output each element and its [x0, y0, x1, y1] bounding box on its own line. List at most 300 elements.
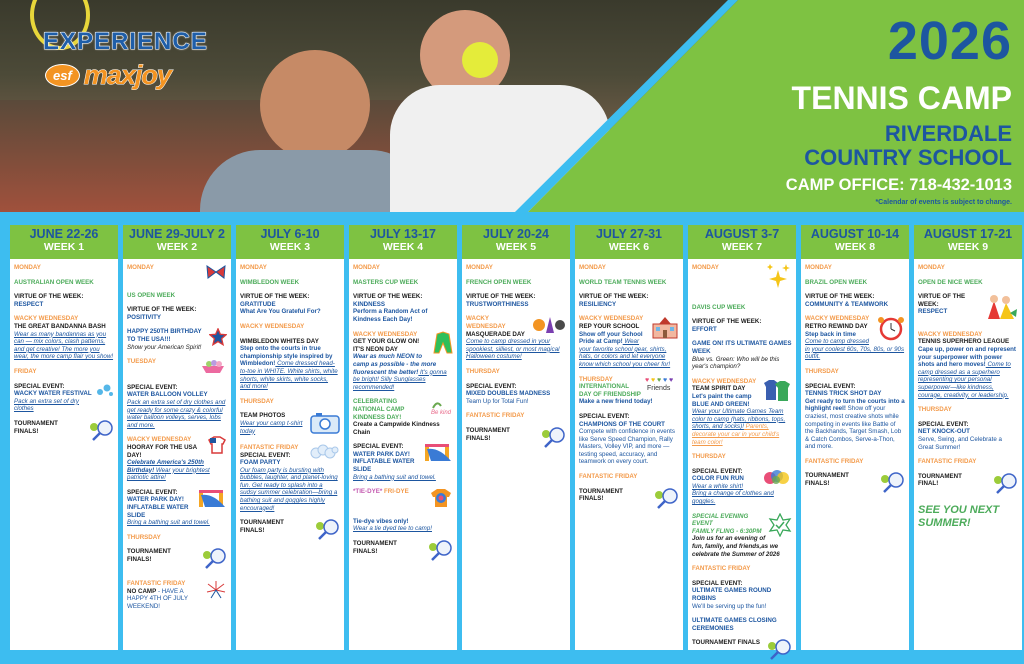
week-dates: JULY 6-10	[260, 227, 320, 241]
event-title: VIRTUE OF THE WEEK:	[918, 293, 966, 308]
event-title: MASQUERADE DAY	[466, 330, 525, 338]
event-block	[14, 420, 114, 445]
event-block	[240, 323, 340, 331]
event-text: Come to camp dressed in your coolest 60s, 70s, 80s, or 90s outfit.	[805, 338, 905, 361]
event-block	[240, 412, 340, 437]
event-text: MIXED DOUBLES MADNESS	[466, 390, 551, 398]
event-block	[692, 565, 792, 573]
week-number: WEEK 8	[834, 241, 876, 253]
event-text: WATER PARK DAY!	[353, 450, 410, 458]
event-text: INFLATABLE WATER SLIDE	[353, 458, 415, 474]
event-title: SPECIAL EVENT:	[692, 467, 743, 475]
event-block	[353, 518, 453, 533]
event-text: FAMILY FLING - 6:30PM	[692, 527, 762, 535]
day-label: FANTASTIC FRIDAY	[692, 565, 751, 573]
event-block	[127, 436, 227, 482]
day-label: FRIDAY	[14, 367, 37, 375]
event-line	[918, 264, 1018, 272]
event-title: SPECIAL EVENT:	[127, 383, 178, 391]
color-powder-icon	[760, 468, 792, 489]
event-line	[692, 453, 792, 461]
event-title: WIMBLEDON WHITES DAY	[240, 337, 319, 345]
fireworks-icon	[205, 580, 227, 603]
event-title: Create a Campwide Kindness Chain	[353, 421, 440, 436]
day-label: WACKY WEDNESDAY	[466, 315, 506, 330]
event-line	[240, 398, 340, 406]
week-header	[575, 225, 683, 259]
event-text: SEE YOU NEXT SUMMER!	[918, 504, 1000, 530]
event-block	[14, 315, 114, 361]
week-header	[236, 225, 344, 259]
event-title: RETRO REWIND DAY	[805, 322, 868, 330]
event-text: Step onto the courts in true championship style inspired by Wimbledon!	[240, 345, 333, 368]
event-text: ULTIMATE GAMES ROUND ROBINS	[692, 587, 772, 602]
day-label: MONDAY	[692, 264, 719, 271]
event-text: Come to camp dressed as a superhero representing your personal superpower—like kindness, courage, creativity, or leadership.	[918, 361, 1011, 399]
water-splash-icon	[94, 383, 114, 400]
event-block	[918, 473, 1018, 498]
event-line	[918, 406, 1018, 414]
event-block	[692, 264, 792, 297]
week-header	[123, 225, 231, 259]
day-label: FANTASTIC FRIDAY	[579, 473, 638, 481]
event-line	[579, 279, 679, 287]
event-text: Show your American Spirit!	[127, 343, 202, 351]
event-line	[14, 323, 114, 331]
day-label: WACKY WEDNESDAY	[692, 377, 757, 385]
week-header	[914, 225, 1022, 259]
event-block	[805, 315, 905, 361]
logo-maxjoy: maxjoy	[83, 60, 171, 90]
event-line	[240, 308, 340, 316]
week-events	[914, 259, 1022, 530]
event-block	[14, 368, 114, 376]
day-label: WACKY WEDNESDAY	[918, 330, 983, 338]
event-text: Pack an extra set of dry clothes	[14, 397, 79, 413]
event-line	[579, 293, 679, 301]
theme-label: INTERNATIONAL DAY OF FRIENDSHIP	[579, 383, 641, 398]
event-line	[353, 301, 453, 309]
event-block	[240, 279, 340, 287]
event-text: NET KNOCK-OUT	[918, 428, 970, 436]
event-text: Our foam party is bursting with bubbles, laughter, and planet-loving fun. Get ready to splash into a sudsy summer celebration—bring a bathing suit and goggles highly encouraged!	[240, 466, 338, 512]
day-label: MONDAY	[240, 264, 267, 271]
event-title: TOURNAMENT	[14, 419, 58, 427]
day-label: FANTASTIC FRIDAY	[240, 443, 299, 451]
week-column	[349, 225, 457, 650]
event-text: Wear as much NEON to camp as possible - the more fluorescent the better!	[353, 353, 437, 376]
event-block	[918, 406, 1018, 414]
neon-jacket-icon	[433, 331, 453, 360]
svg-text:♥: ♥	[651, 376, 656, 384]
event-block	[240, 338, 340, 391]
week-number: WEEK 4	[382, 241, 424, 253]
event-block	[353, 264, 453, 272]
water-slide-icon	[197, 489, 227, 512]
week-dates: AUGUST 10-14	[810, 227, 900, 241]
event-text: GRATITUDE	[240, 300, 276, 308]
day-label: FANTASTIC FRIDAY	[805, 457, 864, 465]
event-text: Wear a tie dyed tee to camp!	[353, 525, 432, 533]
theme-label: AUSTRALIAN OPEN WEEK	[14, 278, 94, 286]
event-line	[127, 292, 227, 300]
event-title: TOURNAMENT	[805, 472, 849, 480]
be-kind-icon	[429, 398, 453, 419]
week-events	[236, 259, 344, 544]
event-line	[14, 331, 114, 361]
event-block	[127, 264, 227, 285]
event-text: EFFORT	[692, 325, 717, 333]
day-label: WACKY WEDNESDAY	[127, 436, 192, 444]
day-label: WACKY WEDNESDAY	[353, 330, 418, 338]
event-title: SPECIAL EVENT:	[240, 451, 291, 459]
event-text: Bring a bathing suit and towel.	[353, 473, 436, 481]
event-block	[692, 468, 792, 506]
tie-dye-shirt-icon	[429, 488, 453, 511]
event-block	[127, 358, 227, 377]
event-line	[466, 279, 566, 287]
event-text: Show off your craziest, most creative shots while competing in events like Battle of the Backhands, Target Smash, Lob & Catch Combos, Serve-a-Thon, and more.	[805, 405, 902, 451]
event-line	[579, 421, 679, 429]
event-block	[466, 279, 566, 287]
week-header	[688, 225, 796, 259]
event-line	[240, 345, 340, 391]
theme-label: FRENCH OPEN WEEK	[466, 278, 532, 286]
event-text: COMMUNITY & TEAMWORK	[805, 300, 889, 308]
event-line	[579, 398, 679, 406]
tennis-racket-icon	[653, 488, 679, 513]
week-dates: JULY 13-17	[369, 227, 437, 241]
logo-brand	[45, 60, 171, 91]
event-block	[353, 540, 453, 565]
event-line	[127, 391, 227, 399]
tennis-racket-icon	[992, 473, 1018, 498]
theme-label: DAVIS CUP WEEK	[692, 303, 746, 311]
tennis-racket-icon	[88, 420, 114, 445]
event-line	[918, 338, 1018, 346]
event-line	[127, 459, 227, 482]
team-shirts-icon	[762, 378, 792, 405]
event-line	[14, 293, 114, 301]
week-events	[688, 259, 796, 664]
event-title: SPECIAL EVENT:	[127, 488, 178, 496]
event-text: POSITIVITY	[127, 313, 162, 321]
event-title: SPECIAL EVENT:	[579, 412, 630, 420]
event-line	[127, 384, 227, 392]
event-line	[127, 399, 227, 429]
day-label: MONDAY	[805, 264, 832, 271]
event-title: VIRTUE OF THE WEEK:	[579, 293, 649, 301]
tennis-racket-icon	[766, 639, 792, 664]
event-line	[240, 301, 340, 309]
day-label: FANTASTIC FRIDAY	[466, 412, 525, 420]
day-label: WACKY WEDNESDAY	[240, 322, 305, 330]
event-block	[127, 328, 227, 351]
event-title: FINALS!	[14, 427, 39, 435]
day-label: TUESDAY	[127, 358, 156, 366]
event-block	[579, 264, 679, 272]
event-line	[466, 301, 566, 309]
schedule-disclaimer: *Calendar of events is subject to change.	[875, 199, 1012, 206]
week-column	[688, 225, 796, 650]
week-dates: AUGUST 17-21	[923, 227, 1013, 241]
event-text: RESILIENCY	[579, 300, 617, 308]
event-text: Serve, Swing, and Celebrate a Great Summer!	[918, 435, 1002, 451]
event-line	[466, 398, 566, 406]
event-title: TOURNAMENT	[127, 548, 171, 556]
event-block	[805, 458, 905, 466]
tennis-racket-icon	[879, 472, 905, 497]
event-text: Make a new friend today!	[579, 398, 653, 406]
event-title: TOURNAMENT	[240, 519, 284, 527]
event-line	[466, 412, 566, 420]
event-title: FINALS!	[353, 547, 378, 555]
day-label: THURSDAY	[918, 406, 952, 414]
event-text: Join us for an evening of fun, family, and friends,as we celebrate the Summer of 2026	[692, 535, 780, 558]
event-title: VIRTUE OF THE WEEK:	[466, 293, 536, 301]
week-column	[914, 225, 1022, 650]
event-block	[127, 384, 227, 430]
event-text: Tie-dye vibes only!	[353, 517, 409, 525]
tennis-racket-icon	[201, 548, 227, 573]
week-events	[349, 259, 457, 565]
event-block	[353, 279, 453, 287]
event-text: Wear as many bandannas as you can — mix colors, clash patterns, and get creative! The more you wear, the more camp flair you show!	[14, 330, 114, 361]
event-title: FINAL!	[918, 480, 939, 488]
event-text: It's gonna be bright! Silly Sunglasses recommended!	[353, 368, 447, 391]
event-line	[918, 421, 1018, 429]
event-title: VIRTUE OF THE WEEK:	[240, 293, 310, 301]
event-line	[353, 293, 453, 301]
event-title: SPECIAL EVENT:	[353, 443, 404, 451]
event-text: ULTIMATE GAMES CLOSING CEREMONIES	[692, 617, 777, 632]
event-block	[466, 368, 566, 376]
event-line	[466, 338, 566, 361]
day-label: THURSDAY	[127, 533, 161, 541]
event-block	[579, 488, 679, 513]
theme-label: WIMBLEDON WEEK	[240, 278, 300, 286]
event-line	[692, 356, 792, 371]
event-block	[579, 315, 679, 368]
svg-text:♥: ♥	[645, 376, 650, 384]
event-block	[805, 472, 905, 497]
event-block	[692, 378, 792, 446]
event-block	[240, 264, 340, 272]
theme-label: WORLD TEAM TENNIS WEEK	[579, 278, 667, 286]
event-block	[466, 264, 566, 272]
event-block	[692, 580, 792, 610]
day-label: MONDAY	[353, 264, 380, 271]
event-line	[579, 413, 679, 421]
school-icon	[651, 315, 679, 342]
tennis-racket-icon	[314, 519, 340, 544]
event-text: - HAVE A HAPPY 4TH OF JULY WEEKEND!	[127, 587, 188, 610]
event-line	[353, 308, 453, 323]
event-line	[805, 398, 905, 451]
svg-text:Be kind: Be kind	[431, 410, 452, 417]
event-text: Parents, decorate your car in your child's team color!	[692, 423, 780, 446]
event-line	[353, 279, 453, 287]
event-text: We'll be serving up the fun!	[692, 602, 767, 610]
week-column	[462, 225, 570, 650]
event-block	[805, 264, 905, 272]
costumes-icon	[532, 315, 566, 338]
event-block	[353, 488, 453, 511]
superheroes-icon	[984, 293, 1018, 324]
event-title: FINALS!	[127, 556, 152, 564]
day-label: WACKY WEDNESDAY	[579, 315, 644, 323]
event-block	[918, 458, 1018, 466]
event-title: VIRTUE OF THE WEEK:	[692, 318, 762, 326]
event-block	[127, 292, 227, 300]
day-label: FRI-DYE	[382, 488, 409, 496]
event-block	[918, 293, 1018, 324]
event-block	[466, 315, 566, 361]
event-line	[466, 368, 566, 376]
event-text: Let's paint the camp BLUE AND GREEN!	[692, 392, 752, 408]
event-title: TEAM SPIRIT DAY	[692, 385, 746, 393]
camp-title: TENNIS CAMP	[791, 80, 1012, 116]
event-title: TOURNAMENT	[466, 426, 510, 434]
event-line	[805, 383, 905, 391]
balloons-icon	[199, 358, 227, 377]
school-line-2: COUNTRY SCHOOL	[804, 145, 1012, 170]
event-title: TOURNAMENT FINALS	[692, 639, 760, 647]
event-text: Bring a bathing suit and towel.	[127, 519, 210, 527]
alarm-clock-icon	[877, 315, 905, 344]
event-block	[240, 293, 340, 316]
event-text: Blue vs. Green: Who will be this year's champion?	[692, 355, 780, 371]
week-dates: JULY 20-24	[482, 227, 550, 241]
event-block	[692, 617, 792, 632]
event-text: WATER BALLOON VOLLEY	[127, 391, 208, 399]
theme-label: CELEBRATING NATIONAL CAMP KINDNESS DAY!	[353, 398, 405, 421]
event-block	[127, 548, 227, 573]
event-text: Come dressed head-to-toe in WHITE. White shirts, white shorts, white skirts, white socks, and more!	[240, 360, 338, 391]
camera-icon	[310, 412, 340, 437]
week-dates: JUNE 22-26	[29, 227, 99, 241]
event-block	[918, 279, 1018, 287]
event-block	[127, 580, 227, 610]
event-title: THE GREAT BANDANNA BASH	[14, 322, 106, 330]
event-title: FINALS!	[579, 495, 604, 503]
event-line	[918, 279, 1018, 287]
event-block	[918, 331, 1018, 399]
event-block	[127, 489, 227, 527]
event-line	[14, 368, 114, 376]
event-line	[579, 428, 679, 466]
event-line	[240, 467, 340, 513]
event-text: Wear your brightest patriotic attire!	[127, 466, 210, 482]
event-line	[240, 293, 340, 301]
event-block	[14, 383, 114, 413]
water-slide-icon	[423, 443, 453, 466]
week-number: WEEK 3	[269, 241, 311, 253]
event-block	[805, 279, 905, 287]
event-line	[692, 580, 792, 588]
event-block	[918, 504, 1018, 530]
tennis-racket-icon	[540, 427, 566, 452]
event-text: Wear your Ultimate Games Team color to camp (hats, ribbons, tops, shorts, and socks)!	[692, 408, 786, 431]
event-block	[14, 264, 114, 272]
event-line	[805, 264, 905, 272]
event-text: TENNIS TRICK SHOT DAY	[805, 390, 882, 398]
week-column	[10, 225, 118, 650]
event-line	[579, 301, 679, 309]
event-title: TOURNAMENT	[918, 472, 962, 480]
event-line	[353, 421, 453, 436]
event-text: TRUSTWORTHINESS	[466, 300, 529, 308]
day-label: MONDAY	[918, 264, 945, 271]
week-events	[123, 259, 231, 610]
week-events	[575, 259, 683, 512]
event-text: Cape up, power on and represent your superpower with power shots and hero moves!	[918, 345, 1016, 369]
event-line	[353, 525, 453, 533]
week-number: WEEK 1	[43, 241, 85, 253]
event-text: *TIE-DYE*	[353, 488, 383, 496]
event-title: FINALS!	[805, 480, 830, 488]
school-line-1: RIVERDALE	[884, 121, 1012, 146]
event-title: VIRTUE OF THE WEEK:	[805, 293, 875, 301]
event-block	[692, 304, 792, 312]
week-header	[349, 225, 457, 259]
event-line	[692, 318, 792, 326]
event-line	[353, 264, 453, 272]
event-line	[805, 293, 905, 301]
day-label: THURSDAY	[579, 375, 613, 383]
event-text: Pack an extra set of dry clothes and get ready for some crazy & colorful water balloon volleys, serves, lobs and more.	[127, 398, 226, 429]
event-title: TOURNAMENT	[579, 487, 623, 495]
week-header	[10, 225, 118, 259]
event-title: FINALS!	[466, 434, 491, 442]
event-title: SPECIAL EVENT:	[692, 579, 743, 587]
event-line	[918, 331, 1018, 339]
event-block	[353, 443, 453, 481]
event-line	[805, 279, 905, 287]
event-line	[805, 368, 905, 376]
event-text: RESPECT	[918, 308, 948, 316]
event-line	[466, 264, 566, 272]
event-block	[805, 368, 905, 376]
event-line	[127, 519, 227, 527]
event-line	[918, 436, 1018, 451]
day-label: WACKY WEDNESDAY	[805, 315, 870, 323]
event-line	[692, 326, 792, 334]
week-number: WEEK 9	[947, 241, 989, 253]
check-badge-icon	[768, 513, 792, 540]
week-number: WEEK 7	[721, 241, 763, 253]
event-text: RESPECT	[14, 300, 44, 308]
tennis-racket-icon	[427, 540, 453, 565]
event-block	[918, 264, 1018, 272]
svg-text:Friends: Friends	[647, 384, 671, 392]
event-line	[805, 301, 905, 309]
week-dates: JUNE 29-JULY 2	[129, 227, 225, 241]
event-block	[579, 473, 679, 481]
event-line	[127, 314, 227, 322]
event-text: Come to camp dressed in your spookiest, silliest, or most magical Halloween costume!	[466, 338, 560, 361]
day-label: MONDAY	[579, 264, 606, 271]
day-label: THURSDAY	[466, 367, 500, 375]
event-line	[918, 504, 1018, 530]
event-line	[240, 264, 340, 272]
event-text: HAPPY 250TH BIRTHDAY TO THE USA!!!	[127, 328, 202, 343]
event-block	[692, 639, 792, 664]
event-line	[240, 279, 340, 287]
foam-bubbles-icon	[308, 444, 340, 463]
event-line	[353, 474, 453, 482]
event-line	[918, 346, 1018, 399]
